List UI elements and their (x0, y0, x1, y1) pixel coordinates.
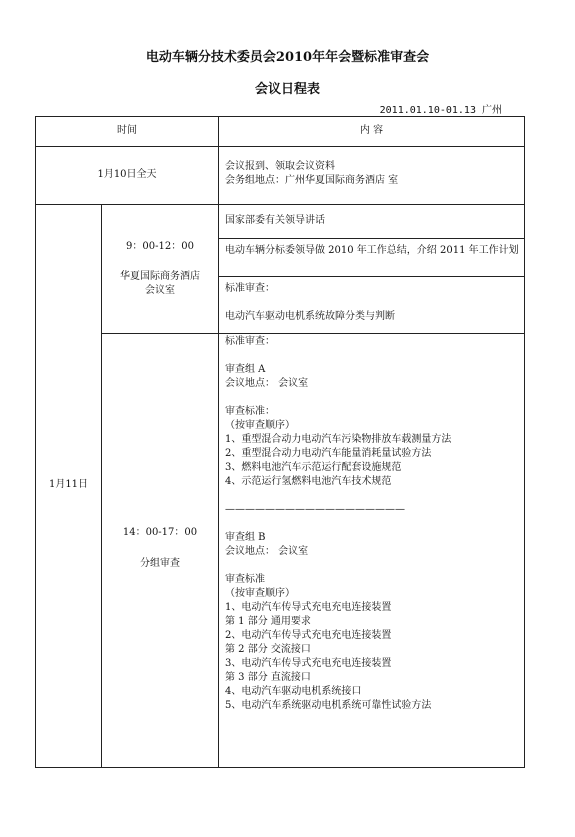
date-place: 2011.01.10-01.13 广州 (379, 105, 502, 116)
afternoon-time: 14：00-17：00 (122, 527, 198, 538)
row1-content: 会议报到、领取会议资料 会务组地点：广州华夏国际商务酒店 室 (225, 161, 399, 186)
morning-item-2: 电动车辆分标委领导做 2010 年工作总结，介绍 2011 年工作计划 (225, 245, 519, 256)
document-title: 电动车辆分技术委员会2010年年会暨标准审查会 (145, 50, 430, 65)
row1-time: 1月10日全天 (97, 169, 157, 180)
header-time: 时间 (117, 125, 137, 136)
header-content: 内 容 (359, 125, 384, 136)
morning-time: 9：00-12：00 (126, 241, 194, 252)
morning-item-1: 国家部委有关领导讲话 (225, 215, 325, 226)
afternoon-label: 分组审查 (140, 558, 180, 569)
morning-item-3: 标准审查： 电动汽车驱动电机系统故障分类与判断 (225, 283, 395, 322)
document-subtitle: 会议日程表 (254, 82, 320, 97)
afternoon-content: 标准审查： 审查组 A 会议地点： 会议室 审查标准： （按审查顺序） 1、重型混合动力电动汽车污染物排放车载测量方法 2、重型混合动力电动汽车能量消耗量试验方法 3、燃料电池汽车示范运行配套设施规范 4、示范运行氢燃料电池汽车技术规范 —————————————————— 审查组 B 会议地点： 会议室 审查标准 （按审查顺序） 1、电动汽车传导式充电充电连接装置 第 1 部分 通用要求 2、电动汽车传导式充电充电连接装置 第 2 部分 交流接口 3、电动汽车传导式充电充电连接装置 第 3 部分 直流接口 4、电动汽车驱动电机系统接口 5、电动汽车系统驱动电机系统可靠性试验方法 (225, 336, 452, 711)
morning-venue: 华夏国际商务酒店 会议室 (120, 271, 200, 296)
day2-date: 1月11日 (48, 479, 89, 490)
